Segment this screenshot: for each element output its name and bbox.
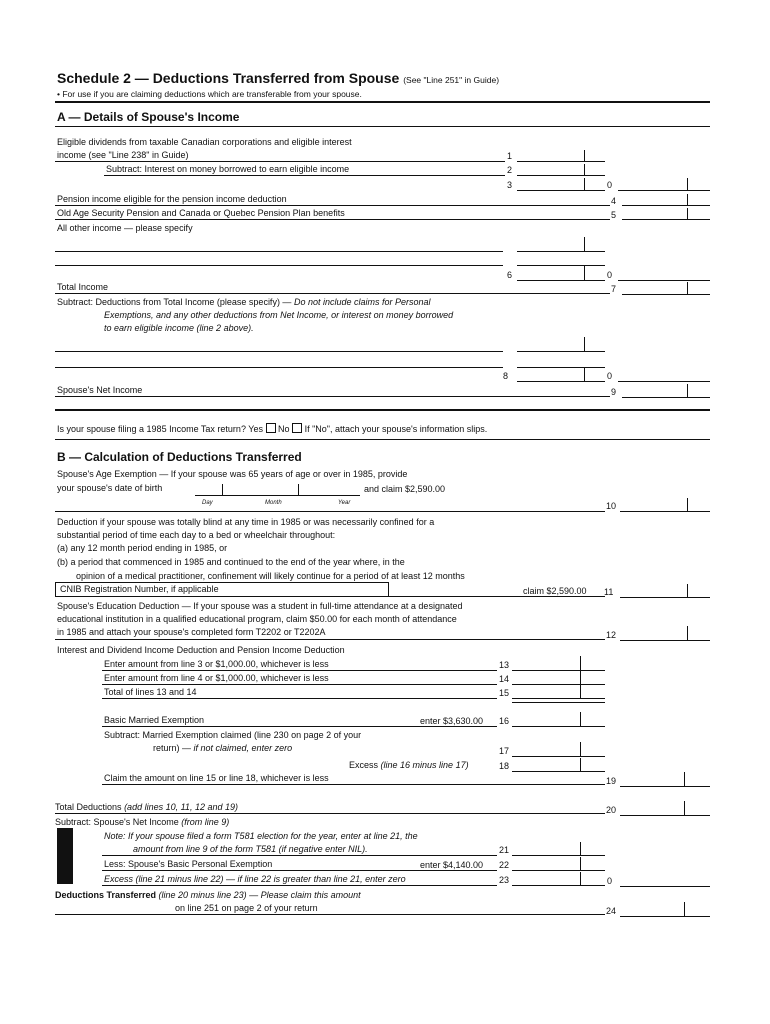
- line-14-field[interactable]: [512, 684, 605, 685]
- line-1-number: 1: [507, 151, 513, 161]
- line-13-number: 13: [499, 660, 510, 670]
- rule: [102, 855, 497, 856]
- schedule-title: [57, 70, 499, 88]
- line-16-number: 16: [499, 716, 510, 726]
- line-8-field[interactable]: [517, 381, 605, 382]
- rule: [687, 384, 688, 398]
- usage-bullet: • For use if you are claiming deductions which are transferable from your spouse.: [57, 89, 362, 99]
- line-5-number: 5: [611, 210, 617, 220]
- other-income-amount-1[interactable]: [517, 251, 605, 252]
- line-9-number: 9: [611, 387, 617, 397]
- line-7-field[interactable]: [622, 294, 710, 295]
- deductions-transferred-text: Deductions Transferred: [55, 890, 157, 900]
- enter-line-3-label: Enter amount from line 3 or $1,000.00, whichever is less: [104, 659, 329, 669]
- rule: [584, 368, 585, 382]
- less-basic-label: Less: Spouse's Basic Personal Exemption: [104, 859, 273, 869]
- line-20-number: 20: [606, 805, 617, 815]
- rule: [584, 237, 585, 252]
- line-19-field[interactable]: [620, 786, 710, 787]
- line-8-zero: 0: [607, 371, 613, 381]
- rule: [580, 685, 581, 699]
- blind-claim-text: claim $2,590.00: [523, 586, 587, 596]
- education-deduction-label-2: educational institution in a qualified educational program, claim $50.00 for each month of attendance: [57, 614, 457, 624]
- married-claimed-text: return) —: [153, 743, 192, 753]
- rule: [55, 813, 605, 814]
- married-claimed-label: Subtract: Married Exemption claimed (line 230 on page 2 of your: [104, 730, 362, 740]
- no-label: No: [278, 424, 290, 434]
- black-marker-bar: [57, 828, 73, 884]
- rule: [55, 639, 605, 640]
- line-5-field[interactable]: [622, 219, 710, 220]
- subtract-spouse-net-text: Subtract: Spouse's Net Income: [55, 817, 179, 827]
- rule: [687, 282, 688, 295]
- line-16-field[interactable]: [512, 726, 605, 727]
- rule: [684, 902, 685, 917]
- married-claimed-note: if not claimed, enter zero: [193, 743, 293, 753]
- line-18-field[interactable]: [512, 771, 605, 772]
- rule: [102, 885, 497, 886]
- rule: [684, 772, 685, 787]
- rule: [580, 857, 581, 871]
- rule: [55, 161, 505, 162]
- subtract-deductions-note-3: to earn eligible income (line 2 above).: [104, 323, 254, 333]
- line-17-number: 17: [499, 746, 510, 756]
- line-12-number: 12: [606, 630, 617, 640]
- rule: [584, 150, 585, 162]
- rule: [580, 872, 581, 886]
- blind-deduction-label-2: substantial period of time each day to a bed or wheelchair throughout:: [57, 530, 336, 540]
- yes-label: Yes: [248, 424, 263, 434]
- total-deductions-label: [55, 802, 238, 813]
- rule: [580, 842, 581, 856]
- rule: [55, 293, 610, 294]
- rule: [55, 511, 605, 512]
- rule: [222, 484, 223, 496]
- eligible-dividends-label: Eligible dividends from taxable Canadian corporations and eligible interest: [57, 137, 352, 147]
- subtract-deductions-text: Subtract: Deductions from Total Income (please specify) —: [57, 297, 292, 307]
- rule: [102, 784, 605, 785]
- section-b-title: B — Calculation of Deductions Transferred: [57, 450, 302, 464]
- blind-option-b: (b) a period that commenced in 1985 and continued to the end of the year where, in the: [57, 557, 405, 567]
- rule: [55, 126, 710, 127]
- rule: [104, 175, 505, 176]
- deductions-transferred-label: [55, 890, 361, 901]
- deductions-field-2[interactable]: [55, 367, 503, 368]
- total-income-label: Total Income: [57, 282, 109, 292]
- line-21-field[interactable]: [512, 855, 605, 856]
- line-22-field[interactable]: [512, 870, 605, 871]
- rule: [102, 698, 497, 699]
- deductions-amount-1[interactable]: [517, 351, 605, 352]
- line-2-field[interactable]: [517, 175, 605, 176]
- section-a-title: A — Details of Spouse's Income: [57, 110, 240, 124]
- deductions-field-1[interactable]: [55, 351, 503, 352]
- line-6-right-field[interactable]: [618, 280, 710, 281]
- line-10-field[interactable]: [620, 511, 710, 512]
- age-claim-text: and claim $2,590.00: [364, 484, 446, 494]
- line-8-right-field[interactable]: [618, 381, 710, 382]
- deductions-transferred-label-2: on line 251 on page 2 of your return: [175, 903, 318, 913]
- rule: [584, 337, 585, 352]
- yes-checkbox[interactable]: [266, 423, 276, 433]
- pension-income-label: Pension income eligible for the pension income deduction: [57, 194, 287, 204]
- rule: [580, 742, 581, 757]
- line-22-number: 22: [499, 860, 510, 870]
- line-4-number: 4: [611, 196, 617, 206]
- rule: [684, 801, 685, 816]
- subtract-deductions-note-1: Do not include claims for Personal: [293, 297, 431, 307]
- rule: [55, 439, 710, 440]
- line-13-field[interactable]: [512, 670, 605, 671]
- line-7-number: 7: [611, 284, 617, 294]
- filing-question: [57, 422, 487, 435]
- claim-15-18-label: Claim the amount on line 15 or line 18, whichever is less: [104, 773, 329, 783]
- age-exemption-label: Spouse's Age Exemption — If your spouse was 65 years of age or over in 1985, provide: [57, 469, 408, 479]
- day-label: Day: [202, 500, 213, 506]
- line-3-right-field[interactable]: [618, 190, 710, 191]
- cnib-registration-field[interactable]: [55, 582, 389, 597]
- header-rule: [55, 101, 710, 103]
- interest-dividend-label: Interest and Dividend Income Deduction and Pension Income Deduction: [57, 645, 345, 655]
- other-income-label: All other income — please specify: [57, 223, 193, 233]
- rule: [55, 409, 710, 411]
- education-deduction-label: Spouse's Education Deduction — If your spouse was a student in full-time attendance at a designated: [57, 601, 463, 611]
- enter-4140-text: enter $4,140.00: [420, 860, 484, 870]
- no-checkbox[interactable]: [292, 423, 302, 433]
- rule: [102, 726, 497, 727]
- subtract-deductions-note-2: Exemptions, and any other deductions from Net Income, or interest on money borrowed: [104, 310, 454, 320]
- rule: [584, 178, 585, 191]
- month-label: Month: [265, 500, 282, 506]
- date-of-birth-field[interactable]: [195, 495, 360, 496]
- line-23-number: 23: [499, 875, 510, 885]
- rule: [55, 219, 610, 220]
- rule: [584, 266, 585, 281]
- line-2-number: 2: [507, 165, 513, 175]
- line-19-number: 19: [606, 776, 617, 786]
- rule: [102, 684, 497, 685]
- excess-text: Excess: [349, 760, 379, 770]
- line-23-right-field[interactable]: [620, 886, 710, 887]
- line-11-number: 11: [604, 587, 614, 597]
- line-17-field[interactable]: [512, 756, 605, 757]
- basic-married-label: Basic Married Exemption: [104, 715, 205, 725]
- total-13-14-label: Total of lines 13 and 14: [104, 687, 197, 697]
- line-4-field[interactable]: [622, 205, 710, 206]
- rule: [687, 584, 688, 598]
- eligible-income-label: income (see "Line 238" in Guide): [57, 150, 189, 160]
- line-6-field[interactable]: [517, 280, 605, 281]
- excess-16-17-label: [349, 760, 469, 771]
- rule: [298, 484, 299, 496]
- line-21-number: 21: [499, 845, 510, 855]
- see-guide-note: (See "Line 251" in Guide): [403, 75, 500, 85]
- rule: [55, 914, 605, 915]
- cnib-label: CNIB Registration Number, if applicable: [60, 584, 219, 594]
- enter-line-4-label: Enter amount from line 4 or $1,000.00, whichever is less: [104, 673, 329, 683]
- other-income-amount-2[interactable]: [517, 265, 605, 266]
- t581-note: Note: If your spouse filed a form T581 election for the year, enter at line 21, the: [104, 831, 418, 841]
- spouse-net-income-label: Spouse's Net Income: [57, 385, 143, 395]
- line-3-number: 3: [507, 180, 513, 190]
- rule: [687, 208, 688, 220]
- line-3-zero: 0: [607, 180, 613, 190]
- other-income-field-1[interactable]: [55, 251, 503, 252]
- line-24-number: 24: [606, 906, 617, 916]
- filing-question-text: Is your spouse filing a 1985 Income Tax return?: [57, 424, 246, 434]
- line-23-field[interactable]: [512, 885, 605, 886]
- year-label: Year: [338, 500, 351, 506]
- blind-deduction-label: Deduction if your spouse was totally blind at any time in 1985 or was necessarily confined for a: [57, 517, 435, 527]
- rule: [580, 712, 581, 727]
- rule: [102, 670, 497, 671]
- excess-note: (line 16 minus line 17): [380, 760, 469, 770]
- other-income-field-2[interactable]: [55, 265, 503, 266]
- rule: [580, 758, 581, 772]
- schedule-title-text: Schedule 2 — Deductions Transferred from Spouse: [57, 70, 400, 86]
- rule: [584, 164, 585, 176]
- rule: [512, 702, 605, 703]
- oas-cpp-label: Old Age Security Pension and Canada or Quebec Pension Plan benefits: [57, 208, 345, 218]
- excess-21-22-label: Excess (line 21 minus line 22) — if line 22 is greater than line 21, enter zero: [104, 874, 406, 884]
- t581-note-2: amount from line 9 of the form T581 (if negative enter NIL).: [133, 844, 368, 854]
- enter-3630-text: enter $3,630.00: [420, 716, 484, 726]
- line-1-field[interactable]: [517, 161, 605, 162]
- married-claimed-label-2: [153, 743, 292, 754]
- line-23-zero: 0: [607, 876, 613, 886]
- line-12-field[interactable]: [620, 640, 710, 641]
- line-10-number: 10: [606, 501, 617, 511]
- line-11-field[interactable]: [620, 597, 710, 598]
- line-24-field[interactable]: [620, 916, 710, 917]
- line-9-field[interactable]: [622, 397, 710, 398]
- rule: [55, 205, 610, 206]
- rule: [687, 178, 688, 191]
- rule: [687, 626, 688, 641]
- line-15-number: 15: [499, 688, 510, 698]
- education-deduction-label-3: in 1985 and attach your spouse's completed form T2202 or T2202A: [57, 627, 326, 637]
- subtract-spouse-net-label: [55, 817, 229, 828]
- blind-option-a: (a) any 12 month period ending in 1985, or: [57, 543, 228, 553]
- rule: [580, 656, 581, 671]
- rule: [687, 498, 688, 512]
- line-15-field[interactable]: [512, 698, 605, 699]
- line-8-number: 8: [503, 371, 509, 381]
- total-deductions-text: Total Deductions: [55, 802, 122, 812]
- date-of-birth-label: your spouse's date of birth: [57, 483, 163, 493]
- rule: [387, 596, 605, 597]
- rule: [102, 870, 497, 871]
- subtract-spouse-net-note: (from line 9): [181, 817, 230, 827]
- line-18-number: 18: [499, 761, 510, 771]
- blind-option-b-2: opinion of a medical practitioner, confinement will likely continue for a period of at least 12 months: [76, 571, 465, 581]
- line-14-number: 14: [499, 674, 510, 684]
- line-6-number: 6: [507, 270, 513, 280]
- rule: [687, 194, 688, 206]
- deductions-amount-2[interactable]: [517, 367, 605, 368]
- line-3-field[interactable]: [517, 190, 605, 191]
- subtract-deductions-label: [57, 297, 431, 308]
- line-20-field[interactable]: [620, 815, 710, 816]
- rule: [580, 671, 581, 685]
- subtract-interest-label: Subtract: Interest on money borrowed to earn eligible income: [106, 164, 350, 174]
- total-deductions-note: (add lines 10, 11, 12 and 19): [124, 802, 238, 812]
- rule: [55, 396, 610, 397]
- line-6-zero: 0: [607, 270, 613, 280]
- if-no-note: If "No", attach your spouse's information slips.: [304, 424, 488, 434]
- deductions-transferred-note: (line 20 minus line 23) — Please claim this amount: [158, 890, 361, 900]
